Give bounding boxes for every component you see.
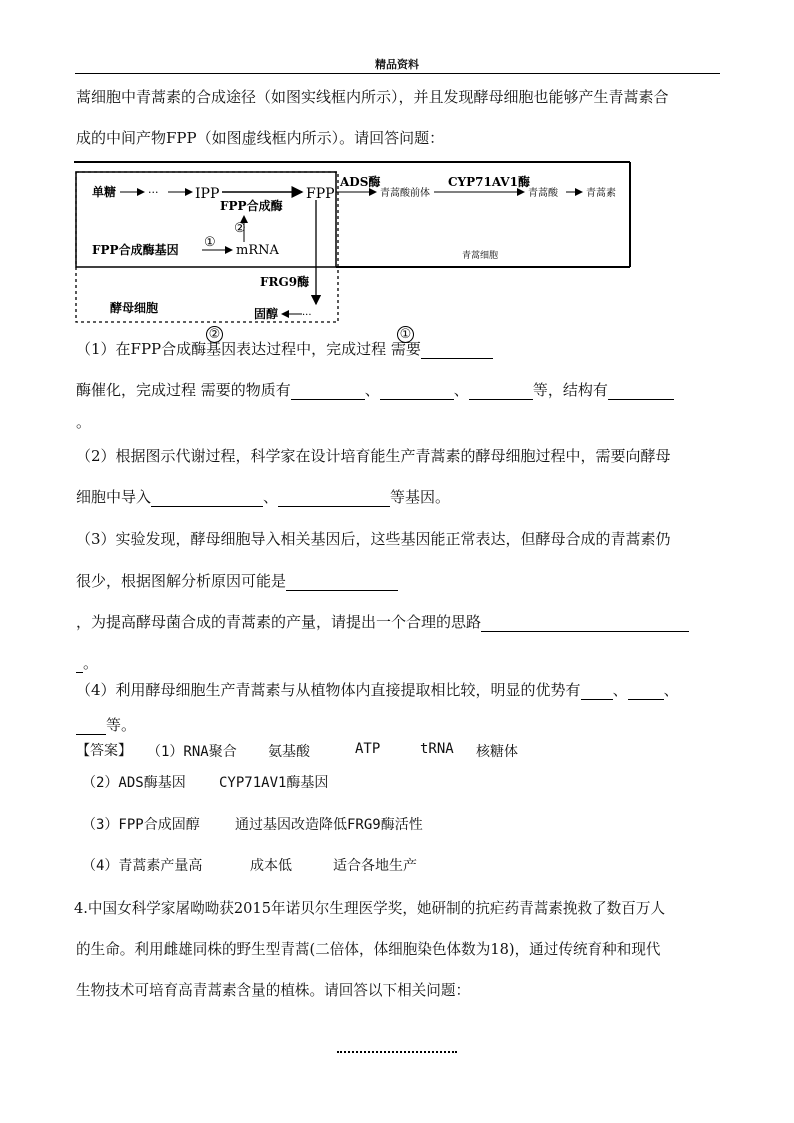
q2-line-2 — [76, 486, 450, 507]
q1-etc: 等，结构有 — [532, 381, 608, 399]
q1-end: 。 — [76, 413, 92, 431]
q3-blank-3[interactable] — [76, 657, 83, 673]
q1-blank-3[interactable] — [380, 384, 454, 400]
answer-4-item-2: 成本低 — [250, 858, 292, 874]
answer-1-item-4: tRNA — [420, 741, 454, 757]
q4-blank-2[interactable] — [628, 684, 664, 700]
q4-sep-1: 、 — [612, 681, 628, 699]
artemisia-cell-label: 青蒿细胞 — [462, 251, 499, 261]
artemisinic-acid-label: 青蒿酸 — [528, 188, 558, 199]
header-rule — [75, 73, 720, 74]
step-2-marker: ② — [234, 221, 246, 236]
q1-sep-1: 、 — [364, 381, 380, 399]
sugar-label: 单糖 — [92, 185, 117, 199]
q4-text-1: （4）利用酵母细胞生产青蒿素与从植物体内直接提取相比较，明显的优势有 — [76, 681, 581, 699]
fpp-label: FPP — [306, 186, 335, 202]
intro-line-2: 成的中间产物FPP（如图虚线框内所示）。请回答问题： — [76, 129, 445, 147]
q4-blank-1[interactable] — [581, 684, 613, 700]
answer-1-item-5: 核糖体 — [476, 744, 518, 760]
q4-sep-2: 、 — [663, 681, 679, 699]
circle-1-marker: ① — [397, 326, 414, 343]
q2-text-2b: 等基因。 — [390, 488, 451, 506]
q1-blank-5[interactable] — [608, 384, 674, 400]
q2-text-2a: 细胞中导入 — [76, 488, 152, 506]
q3-end: 。 — [83, 654, 99, 672]
answer-1-item-3: ATP — [355, 741, 381, 757]
q3-line-4 — [76, 652, 98, 673]
yeast-cell-label: 酵母细胞 — [110, 301, 159, 315]
dots-2: ··· — [302, 310, 312, 321]
answer-4-item-3: 适合各地生产 — [333, 858, 417, 874]
q3-text-3: ，为提高酵母菌合成的青蒿素的产量，请提出一个合理的思路 — [76, 613, 482, 631]
q4-next-line-3: 生物技术可培育高青蒿素含量的植株。请回答以下相关问题： — [76, 982, 471, 999]
answer-1-item-2: 氨基酸 — [268, 744, 310, 760]
pathway-diagram — [74, 158, 634, 328]
q4-line-1 — [76, 679, 679, 700]
q1-blank-2[interactable] — [291, 384, 365, 400]
q1-line-1 — [76, 338, 493, 359]
q4-line-2 — [76, 714, 136, 735]
q3-line-2 — [76, 570, 398, 591]
q1-text-2: 酶催化，完成过程 需要的物质有 — [76, 381, 291, 399]
answer-2-item-2: CYP71AV1酶基因 — [219, 775, 329, 791]
q2-blank-1[interactable] — [151, 491, 263, 507]
frg9-enzyme-label: FRG9酶 — [260, 275, 310, 289]
intro-line-1: 蒿细胞中青蒿素的合成途径（如图实线框内所示），并且发现酵母细胞也能够产生青蒿素合 — [76, 88, 669, 106]
q3-line-3 — [76, 611, 689, 632]
ipp-label: IPP — [195, 186, 220, 202]
precursor-label: 青蒿酸前体 — [380, 188, 430, 199]
q1-text-1: （1）在FPP合成酶基因表达过程中，完成过程 需要 — [76, 340, 421, 358]
mrna-label: mRNA — [236, 243, 279, 258]
answer-2-item-1: （2）ADS酶基因 — [82, 775, 186, 791]
q2-sep: 、 — [263, 488, 279, 506]
q3-text-2: 很少，根据图解分析原因可能是 — [76, 572, 287, 590]
q1-line-2 — [76, 379, 674, 400]
fpp-synthase-label: FPP合成酶 — [220, 199, 283, 213]
q1-blank-1[interactable] — [421, 343, 493, 359]
q2-blank-2[interactable] — [278, 491, 390, 507]
q1-blank-4[interactable] — [469, 384, 533, 400]
circle-2-marker: ② — [206, 326, 223, 343]
footer-dotted-rule — [337, 1051, 457, 1053]
answer-label: 【答案】 — [76, 743, 132, 759]
fpp-gene-label: FPP合成酶基因 — [92, 243, 179, 257]
q3-blank-1[interactable] — [286, 575, 398, 591]
page-header-title: 精品资料 — [375, 58, 419, 71]
sterol-label: 固醇 — [254, 307, 279, 321]
answer-4-item-1: （4）青蒿素产量高 — [82, 858, 203, 874]
q4-end: 等。 — [106, 716, 137, 734]
artemisinin-label: 青蒿素 — [586, 188, 616, 199]
step-1-marker: ① — [204, 235, 216, 250]
q3-line-1: （3）实验发现，酵母细胞导入相关基因后，这些基因能正常表达，但酵母合成的青蒿素仍 — [76, 530, 671, 548]
ads-enzyme-label: ADS酶 — [340, 175, 381, 189]
answer-3-item-2: 通过基因改造降低FRG9酶活性 — [235, 817, 423, 833]
answer-1-item-1: （1）RNA聚合 — [147, 744, 237, 760]
answer-3-item-1: （3）FPP合成固醇 — [82, 817, 200, 833]
q4-next-line-1: 4.中国女科学家屠呦呦获2015年诺贝尔生理医学奖，她研制的抗疟药青蒿素挽救了数百万人 — [74, 900, 666, 917]
q4-next-line-2: 的生命。利用雌雄同株的野生型青蒿(二倍体，体细胞染色体数为18)，通过传统育种和现代 — [76, 941, 661, 958]
dots-1: ··· — [148, 186, 159, 199]
q4-blank-3[interactable] — [76, 719, 106, 735]
q2-line-1: （2）根据图示代谢过程，科学家在设计培育能生产青蒿素的酵母细胞过程中，需要向酵母 — [76, 447, 671, 465]
cyp-enzyme-label: CYP71AV1酶 — [448, 175, 530, 189]
q1-sep-2: 、 — [453, 381, 469, 399]
q3-blank-2[interactable] — [481, 616, 689, 632]
